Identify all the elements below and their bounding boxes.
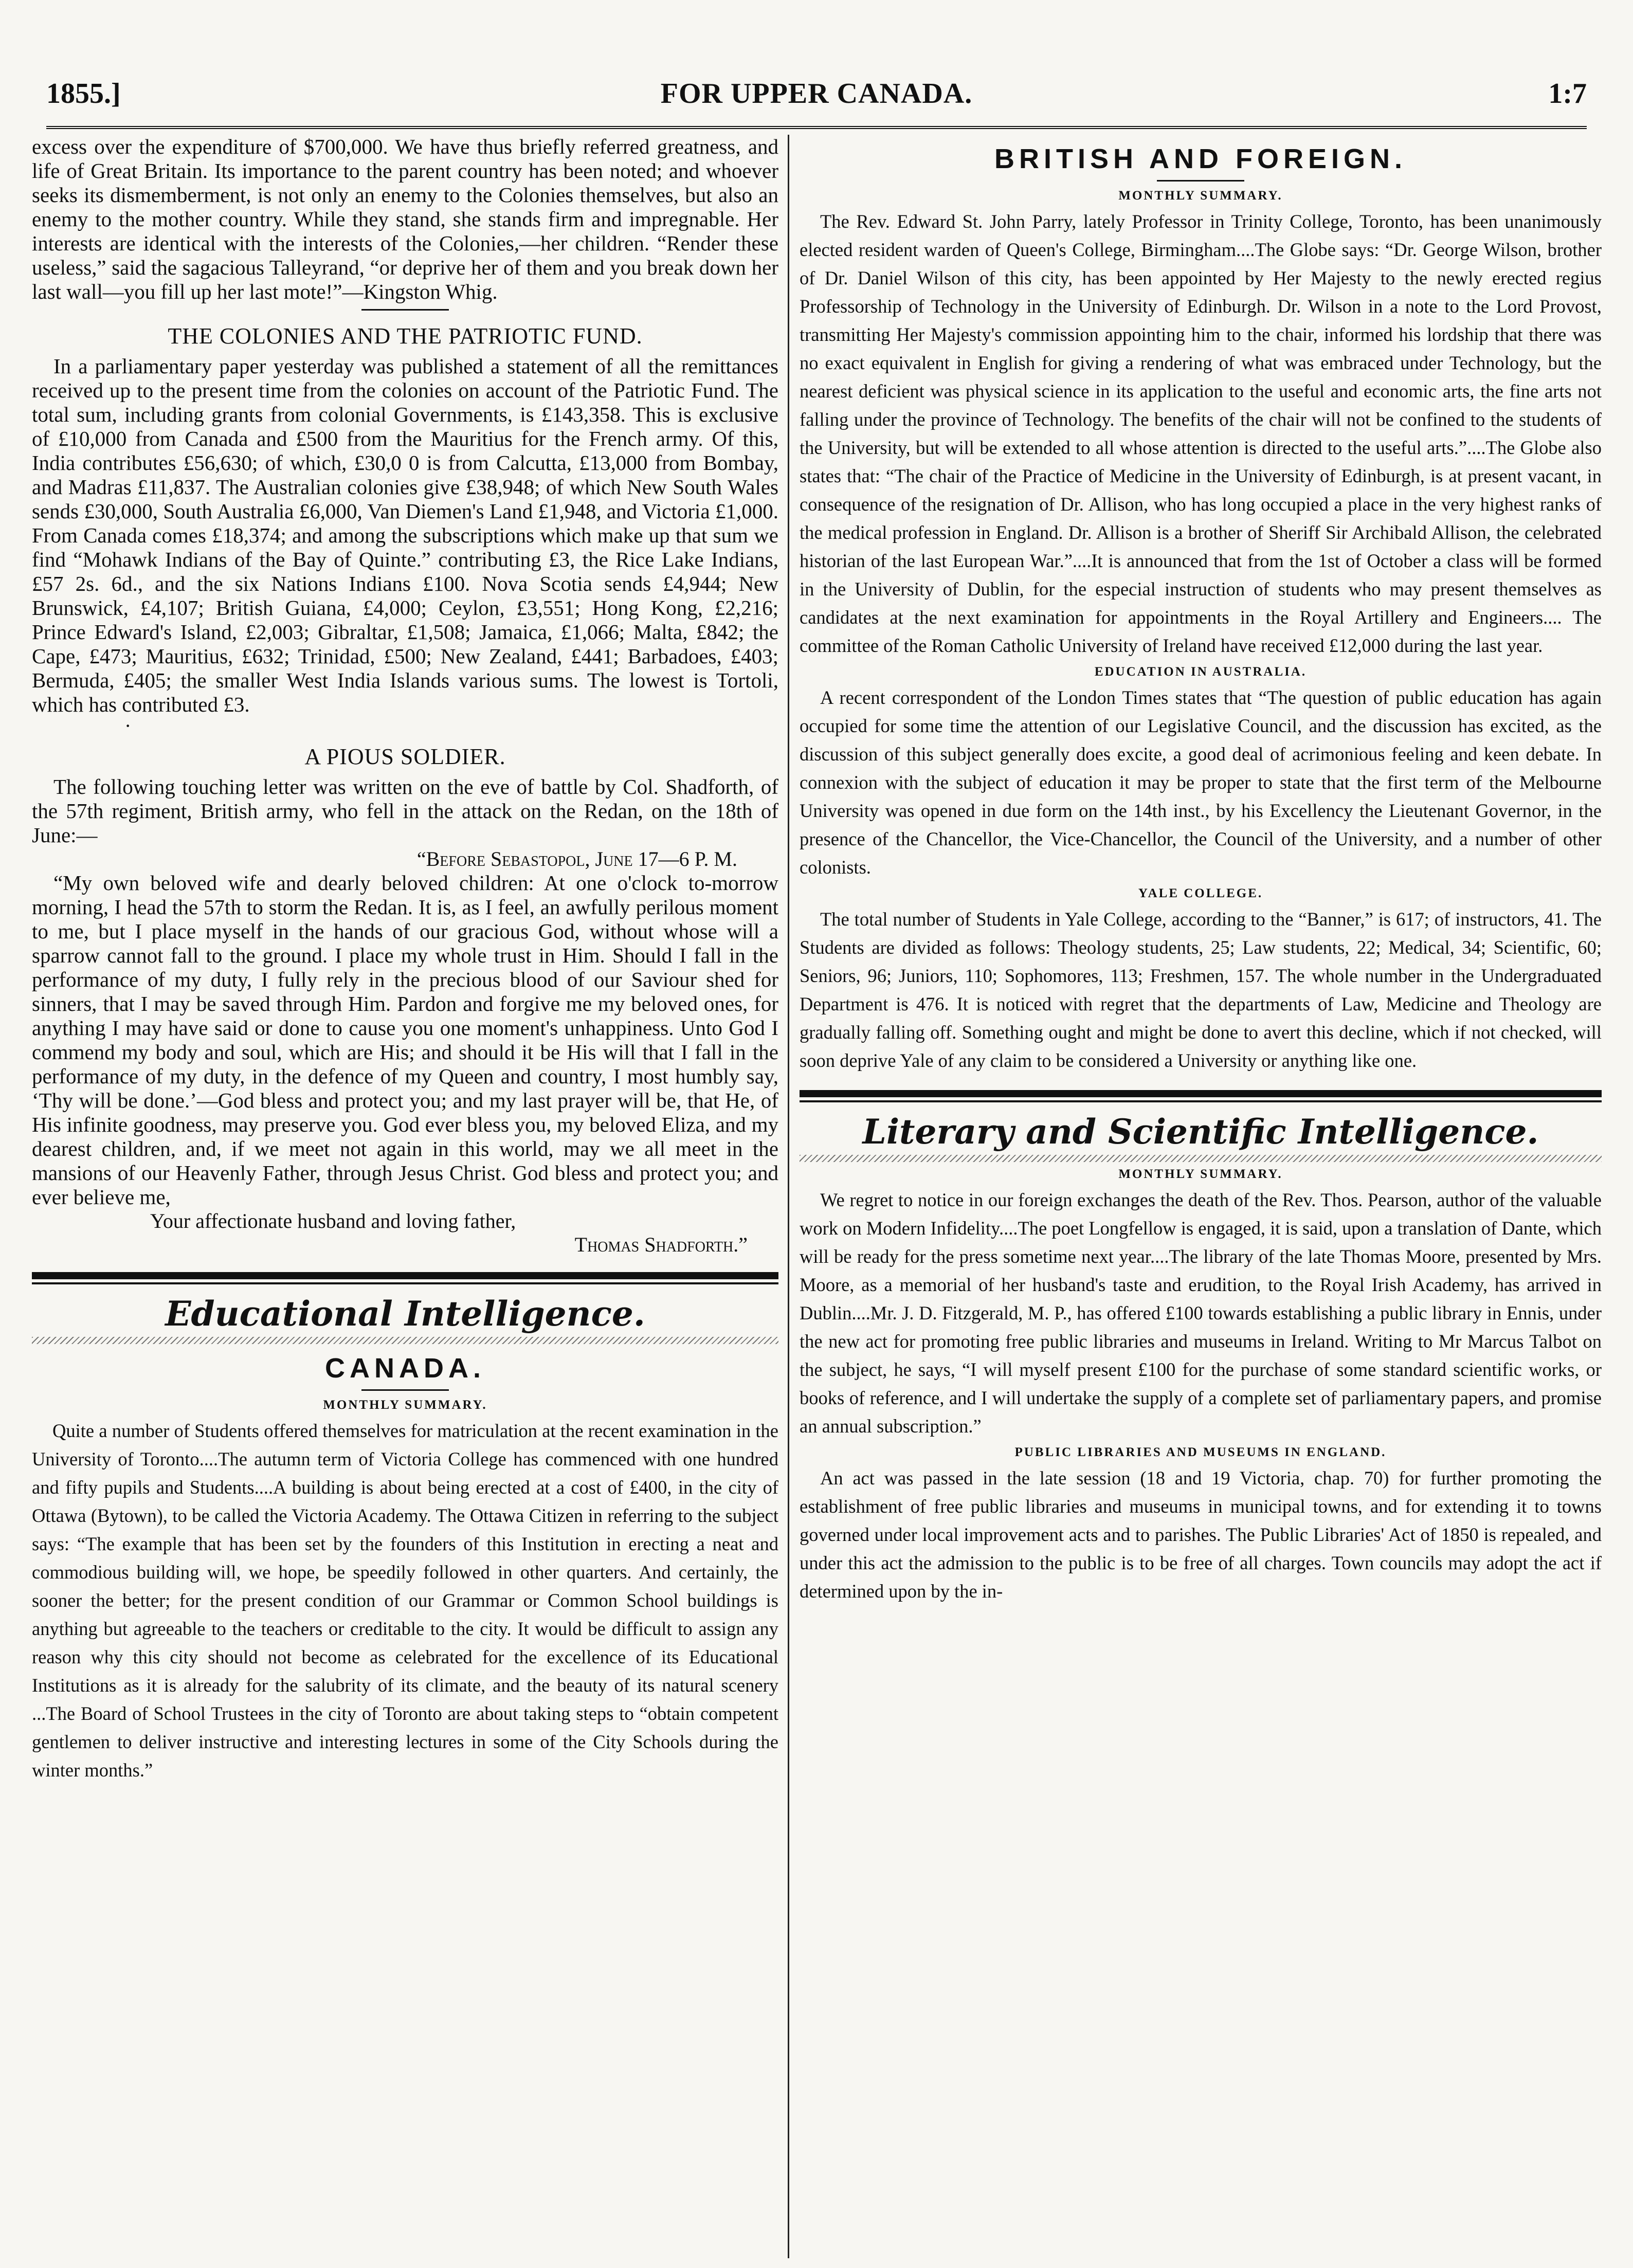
running-head: [46, 77, 1587, 118]
patriotic-fund-title: THE COLONIES AND THE PATRIOTIC FUND.: [168, 323, 643, 349]
patriotic-fund-text: In a parliamentary paper yesterday was published a statement of all the remittances received up to the present time from the colonies on account of the Patriotic Fund. The total sum, including grants from colonial Governments, is £143,358. This is exclusive of £10,000 from Canada and £500 from the Mauritius for the French army. Of this, India contributes £56,630; of which, £30,0 0 is from Calcutta, £13,000 from Bombay, and Madras £11,837. The Australian colonies give £38,948; of which New South Wales sends £30,000, South Australia £6,000, Van Diemen's Land £1,948, and Victoria £1,000. From Canada comes £18,374; and among the subscriptions which make up that sum we find “Mohawk Indians of the Bay of Quinte.” contributing £3, the Rice Lake Indians, £57 2s. 6d., and the six Nations Indians £100. Nova Scotia sends £4,944; New Brunswick, £4,107; British Guiana, £4,000; Ceylon, £3,551; Hong Kong, £2,216; Prince Edward's Island, £2,003; Gibraltar, £1,508; Jamaica, £1,066; Malta, £842; the Cape, £473; Mauritius, £632; Trinidad, £500; New Zealand, £441; Barbadoes, £403; Bermuda, £405; the smaller West India Islands various sums. The lowest is Tortoli, which has contributed £3.: [32, 354, 778, 716]
canada-monthly-summary: MONTHLY SUMMARY.: [323, 1398, 487, 1412]
title-underline: [1157, 180, 1244, 182]
yale-text: The total number of Students in Yale College, according to the “Banner,” is 617; of instructors, 41. The Students are divided as follows: Theology students, 25; Law students, 22; Medical, 34; Scientific, 60; Seniors, 96; Juniors, 110; Sophomores, 113; Freshmen, 157. The whole number in the Undergraduated Department is 476. It is noticed with regret that the departments of Law, Medicine and Theology are gradually falling off. Something ought and might be done to avert this decline, which if not checked, will soon deprive Yale of any claim to be considered a University or anything like one.: [800, 909, 1602, 1071]
right-column: [800, 135, 1602, 1605]
canada-title: CANADA.: [325, 1353, 485, 1384]
literary-scientific-heading: Literary and Scientific Intelligence.: [862, 1112, 1539, 1152]
libraries-heading: PUBLIC LIBRARIES AND MUSEUMS IN ENGLAND.: [1014, 1445, 1387, 1459]
british-foreign-text: The Rev. Edward St. John Parry, lately Professor in Trinity College, Toronto, has been unanimously elected resident warden of Queen's College, Birmingham....The Globe says: “Dr. George Wilson, brother of Dr. Daniel Wilson of this city, has been appointed by Her Majesty to the newly erected regius Professorship of Technology in the University of Edinburgh. Dr. Wilson in a note to the Lord Provost, transmitting Her Majesty's commission appointing him to the chair, informed his lordship that there was no exact equivalent in English for giving a rendering of what was embraced under Technology, but the nearest deficient was physical science in its application to the useful and economic arts, the fine arts not falling under the province of Technology. The benefits of the chair will not be confined to the students of the University, but will be extended to all whose attention is directed to the useful arts.”....The Globe also states that: “The chair of the Practice of Medicine in the University of Edinburgh, is at present vacant, in consequence of the resignation of Dr. Allison, who has long occupied a place in the very highest ranks of the medical profession in England. Dr. Allison is a brother of Sheriff Sir Archibald Allison, the celebrated historian of the last European War.”....It is announced that from the 1st of October a class will be formed in the University of Dublin, for the especial instruction of students who may present themselves as candidates at the next examination for appointments in the Royal Artillery and Engineers.... The committee of the Roman Catholic University of Ireland have received £12,000 during the last year.: [800, 211, 1602, 656]
header-rule: [46, 126, 1587, 129]
pious-soldier-intro: The following touching letter was written on the eve of battle by Col. Shadforth, of the 57th regiment, British army, who fell in the attack on the Redan, on the 18th of June:—: [32, 775, 778, 847]
australia-text: A recent correspondent of the London Times states that “The question of public education has again occupied for some time the attention of our Legislative Council, and the discussion has excited, as the discussion of this subject generally does excite, a good deal of acrimonious feeling and keen debate. In connexion with the subject of education it may be proper to state that the first term of the Melbourne University was opened in due form on the 14th inst., by his Excellency the Lieutenant Governor, in the presence of the Chancellor, the Vice-Chancellor, the Council of the University, and a number of other colonists.: [800, 687, 1602, 878]
british-foreign-title: BRITISH AND FOREIGN.: [994, 143, 1407, 174]
pious-soldier-title: A PIOUS SOLDIER.: [304, 744, 506, 769]
header-year: 1855.]: [46, 78, 121, 110]
libraries-text: An act was passed in the late session (18 and 19 Victoria, chap. 70) for further promoting the establishment of free public libraries and museums in municipal towns, and for extending it to towns governed under local improvement acts and to parishes. The Public Libraries' Act of 1850 is repealed, and under this act the admission to the public is to be free of all charges. Town councils may adopt the act if determined upon by the in-: [800, 1467, 1602, 1602]
lit-monthly-summary: MONTHLY SUMMARY.: [1118, 1167, 1283, 1181]
intro-paragraph: excess over the expenditure of $700,000. We have thus briefly referred greatness, and life of Great Britain. Its importance to the parent country has been noted; and whoever seeks its dismemberment, is not only an enemy to the Colonies themselves, but also an enemy to the mother country. While they stand, she stands firm and impregnable. Her interests are identical with the interests of the Colonies,—her children. “Render these useless,” said the sagacious Talleyrand, “or deprive her of them and you break down her last wall—you fill up her last mote!”—Kingston Whig.: [32, 135, 778, 303]
australia-heading: EDUCATION IN AUSTRALIA.: [1094, 665, 1307, 679]
bf-monthly-summary: MONTHLY SUMMARY.: [1118, 189, 1283, 203]
section-dash: ·: [124, 714, 132, 737]
column-divider: [788, 135, 789, 2258]
letter-closing: Your affectionate husband and loving father,: [150, 1209, 516, 1232]
heavy-rule: [800, 1090, 1602, 1102]
literary-text: We regret to notice in our foreign exchanges the death of the Rev. Thos. Pearson, author of the valuable work on Modern Infidelity....The poet Longfellow is engaged, it is said, upon a translation of Dante, which will be ready for the press sometime next year....The library of the late Thomas Moore, presented by Mrs. Moore, as a memorial of her husband's taste and erudition, to the Royal Irish Academy, has arrived in Dublin....Mr. J. D. Fitzgerald, M. P., has offered £100 towards establishing a public library in Ennis, under the new act for promoting free public libraries and museums in Ireland. Writing to Mr Marcus Talbot on the subject, he says, “I will myself present £100 for the purchase of some standard scientific works, or books of reference, and I will undertake the supply of a complete set of parliamentary papers, and promise an annual subscription.”: [800, 1189, 1602, 1437]
educational-intelligence-heading: Educational Intelligence.: [165, 1294, 645, 1334]
yale-heading: YALE COLLEGE.: [1138, 886, 1263, 900]
header-page-number: 1:7: [1548, 78, 1587, 110]
letter-signature: Thomas Shadforth.”: [574, 1233, 748, 1256]
left-column: [32, 135, 778, 1784]
letter-body: “My own beloved wife and dearly beloved children: At one o'clock to-morrow morning, I head the 57th to storm the Redan. It is, as I feel, an awfully perilous moment to me, but I place myself in the hands of our gracious God, without whose will a sparrow cannot fall to the ground. I place my whole trust in Him. Should I fall in the performance of my duty, I fully rely in the precious blood of our Saviour shed for sinners, that I may be saved through Him. Pardon and forgive me my beloved ones, for anything I may have said or done to cause you one moment's unhappiness. Unto God I commend my body and soul, which are His; and should it be His will that I fall in the performance of my duty, in the defence of my Queen and country, I most humbly say, ‘Thy will be done.’—God bless and protect you; and my last prayer will be, that He, of His infinite goodness, may preserve you. God ever bless you, my beloved Eliza, and my dearest children, and, if we meet not again in this world, may we all meet in the mansions of our Heavenly Father, through Jesus Christ. God bless and protect you; and ever believe me,: [32, 871, 778, 1209]
header-title: FOR UPPER CANADA.: [660, 78, 973, 110]
wavy-rule: [32, 1337, 778, 1344]
letter-dateline: “Before Sebastopol, June 17—6 P. M.: [416, 847, 737, 870]
wavy-rule: [800, 1155, 1602, 1162]
heavy-rule: [32, 1272, 778, 1284]
title-underline: [361, 1389, 449, 1391]
canada-text: Quite a number of Students offered themselves for matriculation at the recent examination in the University of Toronto....The autumn term of Victoria College has commenced with one hundred and fifty pupils and Students....A building is about being erected at a cost of £400, in the city of Ottawa (Bytown), to be called the Victoria Academy. The Ottawa Citizen in referring to the subject says: “The example that has been set by the founders of this Institution in erecting a neat and commodious building will, we hope, be speedily followed in other quarters. And certainly, the sooner the better; for the present condition of our Grammar or Common School buildings is anything but agreeable to the teachers or creditable to the city. It would be difficult to assign any reason why this city should not become as celebrated for the excellence of its Educational Institutions as it is already for the salubrity of its climate, and the beauty of its natural scenery ...The Board of School Trustees in the city of Toronto are about taking steps to “obtain competent gentlemen to deliver instructive and interesting lectures in some of the City Schools during the winter months.”: [32, 1420, 778, 1781]
section-rule: [361, 309, 449, 311]
